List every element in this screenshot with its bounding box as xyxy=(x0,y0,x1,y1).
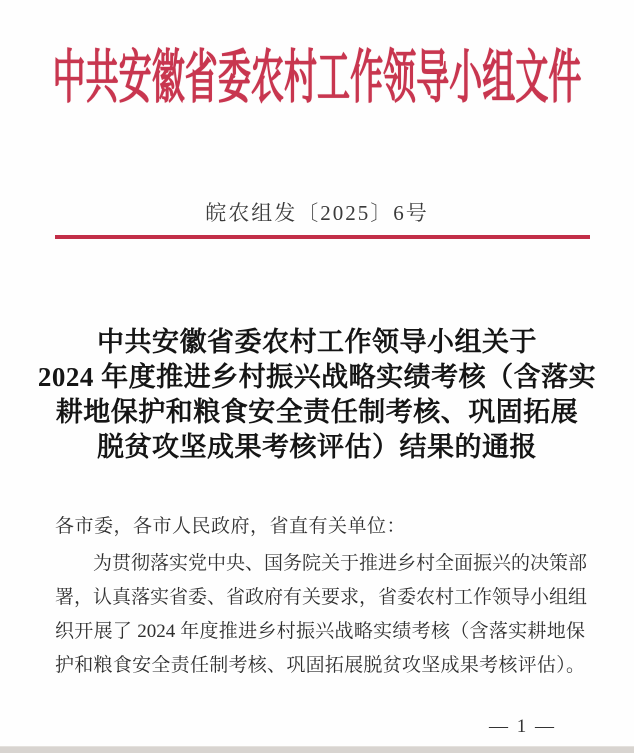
paragraph-line: 护和粮食安全责任制考核、巩固拓展脱贫攻坚成果考核评估）。 xyxy=(55,655,585,676)
document-number: 皖农组发〔2025〕6号 xyxy=(205,201,429,225)
document-title-line: 中共安徽省委农村工作领导小组关于 xyxy=(97,327,537,357)
body-paragraph xyxy=(55,547,588,683)
document-title xyxy=(0,325,634,465)
page-number: — 1 — xyxy=(489,716,556,737)
paragraph-line: 织开展了 2024 年度推进乡村振兴战略实绩考核（含落实耕地保 xyxy=(55,621,585,642)
document-title-line: 耕地保护和粮食安全责任制考核、巩固拓展 xyxy=(55,397,579,427)
letterhead xyxy=(0,46,634,110)
salutation-line: 各市委，各市人民政府，省直有关单位： xyxy=(55,516,407,537)
photo-edge-strip xyxy=(0,746,634,753)
paragraph-line: 署，认真落实省委、省政府有关要求，省委农村工作领导小组组 xyxy=(55,587,588,608)
paragraph-line: 为贯彻落实党中央、国务院关于推进乡村全面振兴的决策部 xyxy=(93,553,588,574)
document-title-line: 脱贫攻坚成果考核评估）结果的通报 xyxy=(97,432,537,462)
red-divider-line xyxy=(55,235,590,239)
document-title-line: 2024 年度推进乡村振兴战略实绩考核（含落实 xyxy=(37,362,597,392)
letterhead-title: 中共安徽省委农村工作领导小组文件 xyxy=(52,45,582,110)
